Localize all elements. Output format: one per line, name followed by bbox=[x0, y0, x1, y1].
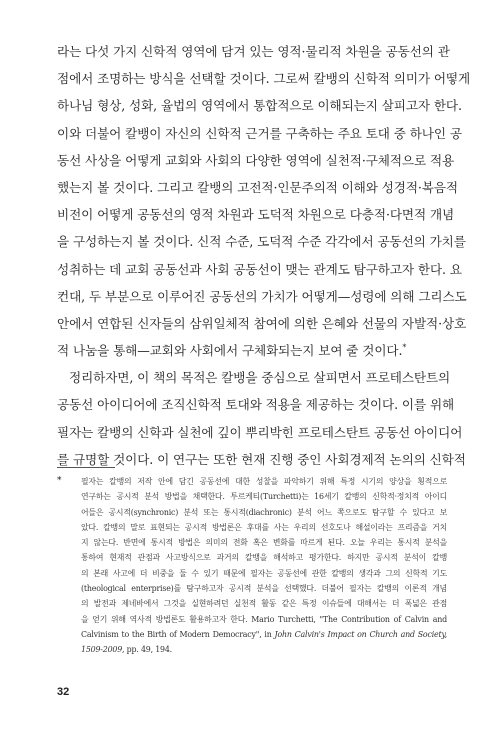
body-line: 이와 더불어 칼뱅이 자신의 신학적 근거를 구축하는 주요 토대 중 하나인 공 bbox=[57, 125, 462, 141]
footnote-line: 지 않는다. 반면에 통시적 방법은 의미의 전화 혹은 변화를 따르게 된다. 오늘 우리는 통시적 분석을 bbox=[81, 538, 447, 548]
body-line: 라는 다섯 가지 신학적 영역에 담겨 있는 영적·물리적 차원을 공동선의 관 bbox=[57, 44, 450, 59]
footnote-line: 았다. 칼뱅의 말로 표현되는 공시적 방법론은 후대를 사는 우리의 선호도나 해설이라는 프리즘을 거치 bbox=[81, 522, 447, 532]
footnote bbox=[57, 474, 447, 658]
body-line: 하나님 형상, 성화, 율법의 영역에서 통합적으로 이해되는지 살피고자 한다. bbox=[57, 98, 462, 114]
paragraph2-line: 필자는 칼뱅의 신학과 실천에 깊이 뿌리박힌 프로테스탄트 공동선 아이디어 bbox=[57, 424, 463, 440]
footnote-line: (theological enterprise)를 탐구하고자 공시적 분석을 선택했다. 더불어 필자는 칼뱅의 이론적 개념 bbox=[81, 584, 447, 594]
footnote-line-last bbox=[81, 642, 447, 657]
body-line: 을 구성하는지 볼 것이다. 신적 수준, 도덕적 수준 각각에서 공동선의 가치를 bbox=[57, 234, 466, 250]
footnote-line: 필자는 칼뱅의 저작 안에 담긴 공동선에 대한 성찰을 파악하기 위해 특정 시기의 양상을 횡적으로 bbox=[81, 477, 447, 486]
footnote-book-title: John Calvin's Impact on Church and Society, bbox=[274, 629, 447, 639]
footnote-line: 연구하는 공시적 분석 방법을 채택한다. 투르케티(Turchetti)는 16세기 칼뱅의 신학적·정치적 아이디 bbox=[81, 492, 447, 502]
page-number: 32 bbox=[57, 686, 70, 698]
footnote-divider bbox=[57, 467, 115, 468]
footnote-mark: * bbox=[57, 476, 62, 486]
paragraph2-line: 를 규명할 것이다. 이 연구는 또한 현재 진행 중인 사회경제적 논의의 신학적 bbox=[57, 451, 466, 467]
body-line: 컨대, 두 부분으로 이루어진 공동선의 가치가 어떻게—성령에 의해 그리스도 bbox=[57, 288, 467, 304]
paragraph2-line: 공동선 아이디어에 조직신학적 토대와 적용을 제공하는 것이다. 이를 위해 bbox=[57, 397, 455, 413]
body-line: 안에서 연합된 신자들의 삼위일체적 참여에 의한 은혜와 선물의 자발적·상호 bbox=[57, 315, 467, 331]
footnote-line bbox=[81, 627, 447, 642]
footnote-line: 어들은 공시적(synchronic) 분석 또는 통시적(diachronic) 분석 어느 쪽으로도 탐구할 수 있다고 보 bbox=[81, 507, 447, 517]
body-line: 동선 사상을 어떻게 교회와 사회의 다양한 영역에 실천적·구체적으로 적용 bbox=[57, 152, 455, 168]
body-line-text: 적 나눔을 통해—교회와 사회에서 구체화되는지 보여 줄 것이다. bbox=[57, 343, 403, 359]
footnote-line: 의 본래 사고에 더 비중을 둘 수 있기 때문에 필자는 공동선에 관한 칼뱅의 생각과 그의 신학적 기도 bbox=[81, 568, 447, 578]
footnote-book-years: 1509-2009 bbox=[81, 645, 123, 655]
footnote-citation-text: Calvinism to the Birth of Modern Democracy", in bbox=[81, 629, 275, 639]
footnote-line: 을 얻기 위해 역사적 방법론도 활용하고자 한다. Mario Turchetti, "The Contribution of Calvin and bbox=[81, 614, 447, 624]
body-line: 성취하는 데 교회 공동선과 사회 공동선이 맺는 관계도 탐구하고자 한다. 요 bbox=[57, 261, 462, 277]
footnote-line: 의 발전과 제네바에서 그것을 실현하려던 실천적 활동 같은 특정 이슈들에 대해서는 더 폭넓은 관점 bbox=[81, 599, 447, 609]
body-line: 비전이 어떻게 공동선의 영적 차원과 도덕적 차원으로 다층적·다면적 개념 bbox=[57, 207, 455, 223]
body-line-last bbox=[57, 337, 447, 364]
footnote-body bbox=[81, 474, 447, 658]
paragraph2-line: 정리하자면, 이 책의 목적은 칼뱅을 중심으로 살피면서 프로테스탄트의 bbox=[69, 370, 451, 386]
body-line: 했는지 볼 것이다. 그리고 칼뱅의 고전적·인문주의적 이해와 성경적·복음적 bbox=[57, 179, 458, 195]
footnote-pages: , pp. 49, 194. bbox=[122, 645, 172, 655]
footnote-reference-mark[interactable]: * bbox=[402, 342, 407, 352]
main-text bbox=[57, 38, 471, 473]
footnote-line: 통하여 현재적 관점과 사고방식으로 과거의 칼뱅을 해석하고 평가한다. 하지만 공시적 분석이 칼뱅 bbox=[81, 553, 447, 563]
body-line: 점에서 조명하는 방식을 선택할 것이다. 그로써 칼뱅의 신학적 의미가 어떻게 bbox=[57, 71, 471, 87]
